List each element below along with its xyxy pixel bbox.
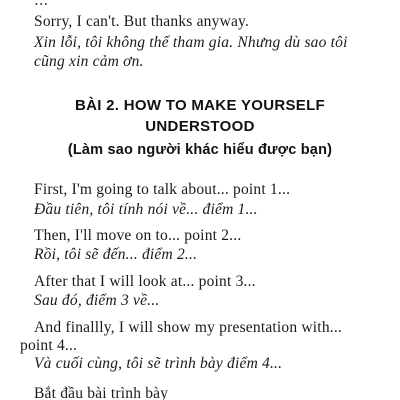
phrase-3-english: After that I will look at... point 3...	[34, 273, 256, 290]
section-start-line: Bắt đầu bài trình bày	[34, 385, 169, 400]
phrase-3-vietnamese: Sau đó, điểm 3 về...	[34, 292, 160, 309]
phrase-4-vietnamese: Và cuối cùng, tôi sẽ trình bày điểm 4...	[34, 355, 283, 372]
phrase-4-english-line-2: point 4...	[20, 337, 78, 354]
phrase-2-vietnamese: Rồi, tôi sẽ đến... điểm 2...	[34, 246, 198, 263]
phrase-2-english: Then, I'll move on to... point 2...	[34, 227, 242, 244]
lesson-title-line-1: BÀI 2. HOW TO MAKE YOURSELF	[74, 97, 326, 114]
phrase-1-vietnamese: Đầu tiên, tôi tính nói về... điểm 1...	[34, 201, 258, 218]
lesson-subtitle: (Làm sao người khác hiểu được bạn)	[67, 142, 333, 158]
lesson-title-line-2: UNDERSTOOD	[145, 118, 255, 135]
sorry-english-line: Sorry, I can't. But thanks anyway.	[34, 13, 250, 30]
sorry-vietnamese-line-1: Xin lỗi, tôi không thể tham gia. Nhưng dù sao tôi	[34, 34, 348, 51]
cut-off-text-fragment: ...	[34, 0, 49, 9]
sorry-vietnamese-line-2: cũng xin cảm ơn.	[34, 53, 144, 70]
phrase-4-english-line-1: And finallly, I will show my presentation with...	[34, 319, 342, 336]
phrase-1-english: First, I'm going to talk about... point 1...	[34, 181, 291, 198]
